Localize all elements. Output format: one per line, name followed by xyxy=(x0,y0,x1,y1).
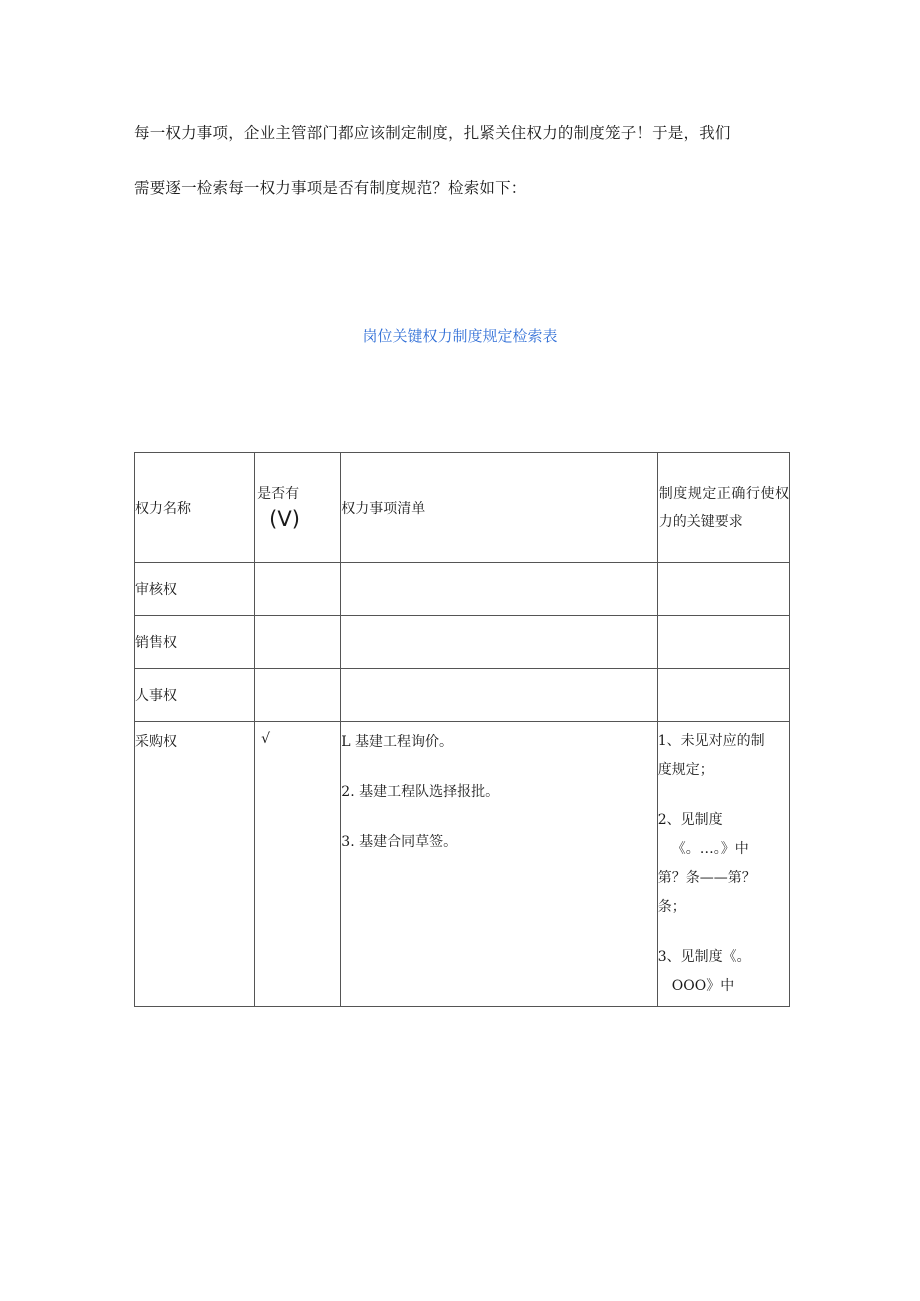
requirement-line: 2、见制度 xyxy=(657,812,723,828)
list-item: 2. 基建工程队选择报批。 xyxy=(341,784,500,800)
header-has xyxy=(255,453,341,563)
row-has xyxy=(255,563,341,616)
check-mark: √ xyxy=(261,731,271,747)
row-has xyxy=(255,616,341,669)
table-row xyxy=(135,669,790,722)
row-items xyxy=(341,722,657,1007)
list-item: 3. 基建合同草签。 xyxy=(341,834,458,850)
table-row xyxy=(135,722,790,1007)
table-row xyxy=(135,616,790,669)
requirement-line: 条； xyxy=(657,899,686,915)
header-name: 权力名称 xyxy=(135,453,255,563)
row-requirement xyxy=(657,616,789,669)
row-items xyxy=(341,563,657,616)
row-name: 采购权 xyxy=(135,722,255,1007)
row-requirement xyxy=(657,563,789,616)
row-items xyxy=(341,669,657,722)
requirement-line: 《。…。》中 xyxy=(671,841,749,857)
intro-line-1: 每一权力事项，企业主管部门都应该制定制度，扎紧关住权力的制度笼子！于是，我们 xyxy=(134,124,731,142)
header-requirement xyxy=(657,453,789,563)
power-rules-table xyxy=(134,452,790,1007)
requirement-line: 1、未见对应的制 xyxy=(657,733,765,749)
intro-line-2: 需要逐一检索每一权力事项是否有制度规范？检索如下： xyxy=(134,179,527,197)
row-name: 审核权 xyxy=(135,563,255,616)
table-row xyxy=(135,563,790,616)
row-name: 销售权 xyxy=(135,616,255,669)
row-requirement xyxy=(657,722,789,1007)
header-requirement-text: 制度规定正确行使权力的关键要求 xyxy=(658,485,789,530)
table-title: 岗位关键权力制度规定检索表 xyxy=(362,327,558,345)
header-has-label: 是否有 xyxy=(257,486,300,502)
row-has xyxy=(255,722,341,1007)
header-items: 权力事项清单 xyxy=(341,453,657,563)
list-item: L 基建工程询价。 xyxy=(341,734,454,750)
row-requirement xyxy=(657,669,789,722)
requirement-line: 第？条——第？ xyxy=(657,870,756,886)
header-has-mark: (V) xyxy=(269,507,300,531)
requirement-line: 度规定； xyxy=(657,762,714,778)
row-has xyxy=(255,669,341,722)
row-name: 人事权 xyxy=(135,669,255,722)
table-header-row xyxy=(135,453,790,563)
requirement-line: 3、见制度《。 xyxy=(657,949,751,965)
requirement-line: OOO》中 xyxy=(671,978,735,994)
row-items xyxy=(341,616,657,669)
